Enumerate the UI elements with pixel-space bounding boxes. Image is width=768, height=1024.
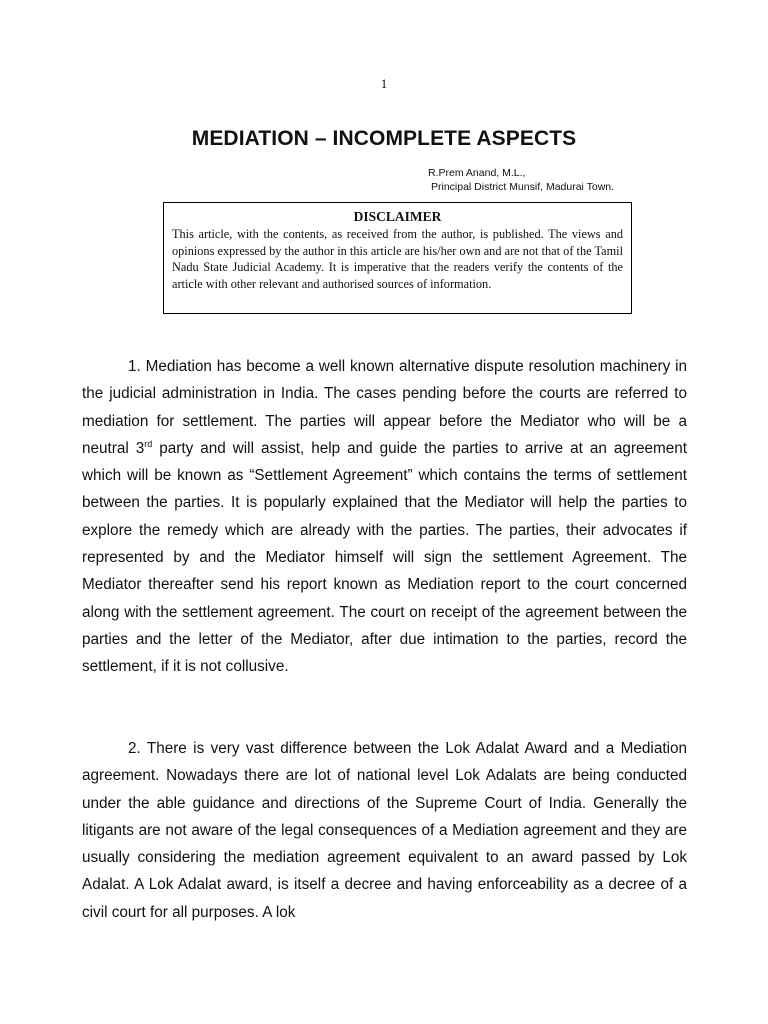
author-block bbox=[428, 166, 614, 194]
paragraph-2-text: 2. There is very vast difference between the Lok Adalat Award and a Mediation agreement. Nowadays there are lot of national level Lok Adalats are being conducted under the able guidance and directions of the Supreme Court of India. Generally the litigants are not aware of the legal consequences of a Mediation agreement and they are usually considering the mediation agreement equivalent to an award passed by Lok Adalat. A Lok Adalat award, is itself a decree and having enforceability as a decree of a civil court for all purposes. A lok bbox=[82, 740, 687, 921]
author-name: R.Prem Anand, M.L., bbox=[428, 167, 526, 179]
page-number: 1 bbox=[380, 76, 388, 91]
author-designation: Principal District Munsif, Madurai Town. bbox=[431, 181, 615, 193]
paragraph-1 bbox=[82, 353, 687, 681]
disclaimer-box bbox=[163, 202, 632, 314]
paragraph-1-text-a: 1. Mediation has become a well known alternative dispute resolution machinery in the judicial administration in India. The cases pending before the courts are referred to mediation for settlement. The parties will appear before the Mediator who will be a neutral 3 bbox=[82, 358, 687, 457]
paragraph-1-text bbox=[82, 353, 687, 681]
ordinal-suffix: rd bbox=[144, 438, 153, 449]
disclaimer-heading: DISCLAIMER bbox=[353, 209, 442, 224]
paragraph-1-text-b: party and will assist, help and guide the parties to arrive at an agreement which will be known as “Settlement Agreement” which contains the terms of settlement between the parties. It is popularly explained that the Mediator will help the parties to explore the remedy which are already with the parties. The parties, their advocates if represented by and the Mediator himself will sign the settlement Agreement. The Mediator thereafter send his report known as Mediation report to the court concerned along with the settlement agreement. The court on receipt of the agreement between the parties and the letter of the Mediator, after due intimation to the parties, record the settlement, if it is not collusive. bbox=[82, 439, 687, 676]
disclaimer-text: This article, with the contents, as received from the author, is published. The views and opinions expressed by the author in this article are his/her own and are not that of the Tamil Nadu State Judicial Academy. It is imperative that the readers verify the contents of the article with other relevant and authorised sources of information. bbox=[172, 227, 623, 291]
paragraph-2 bbox=[82, 735, 687, 926]
article-title: MEDIATION – INCOMPLETE ASPECTS bbox=[191, 127, 577, 150]
